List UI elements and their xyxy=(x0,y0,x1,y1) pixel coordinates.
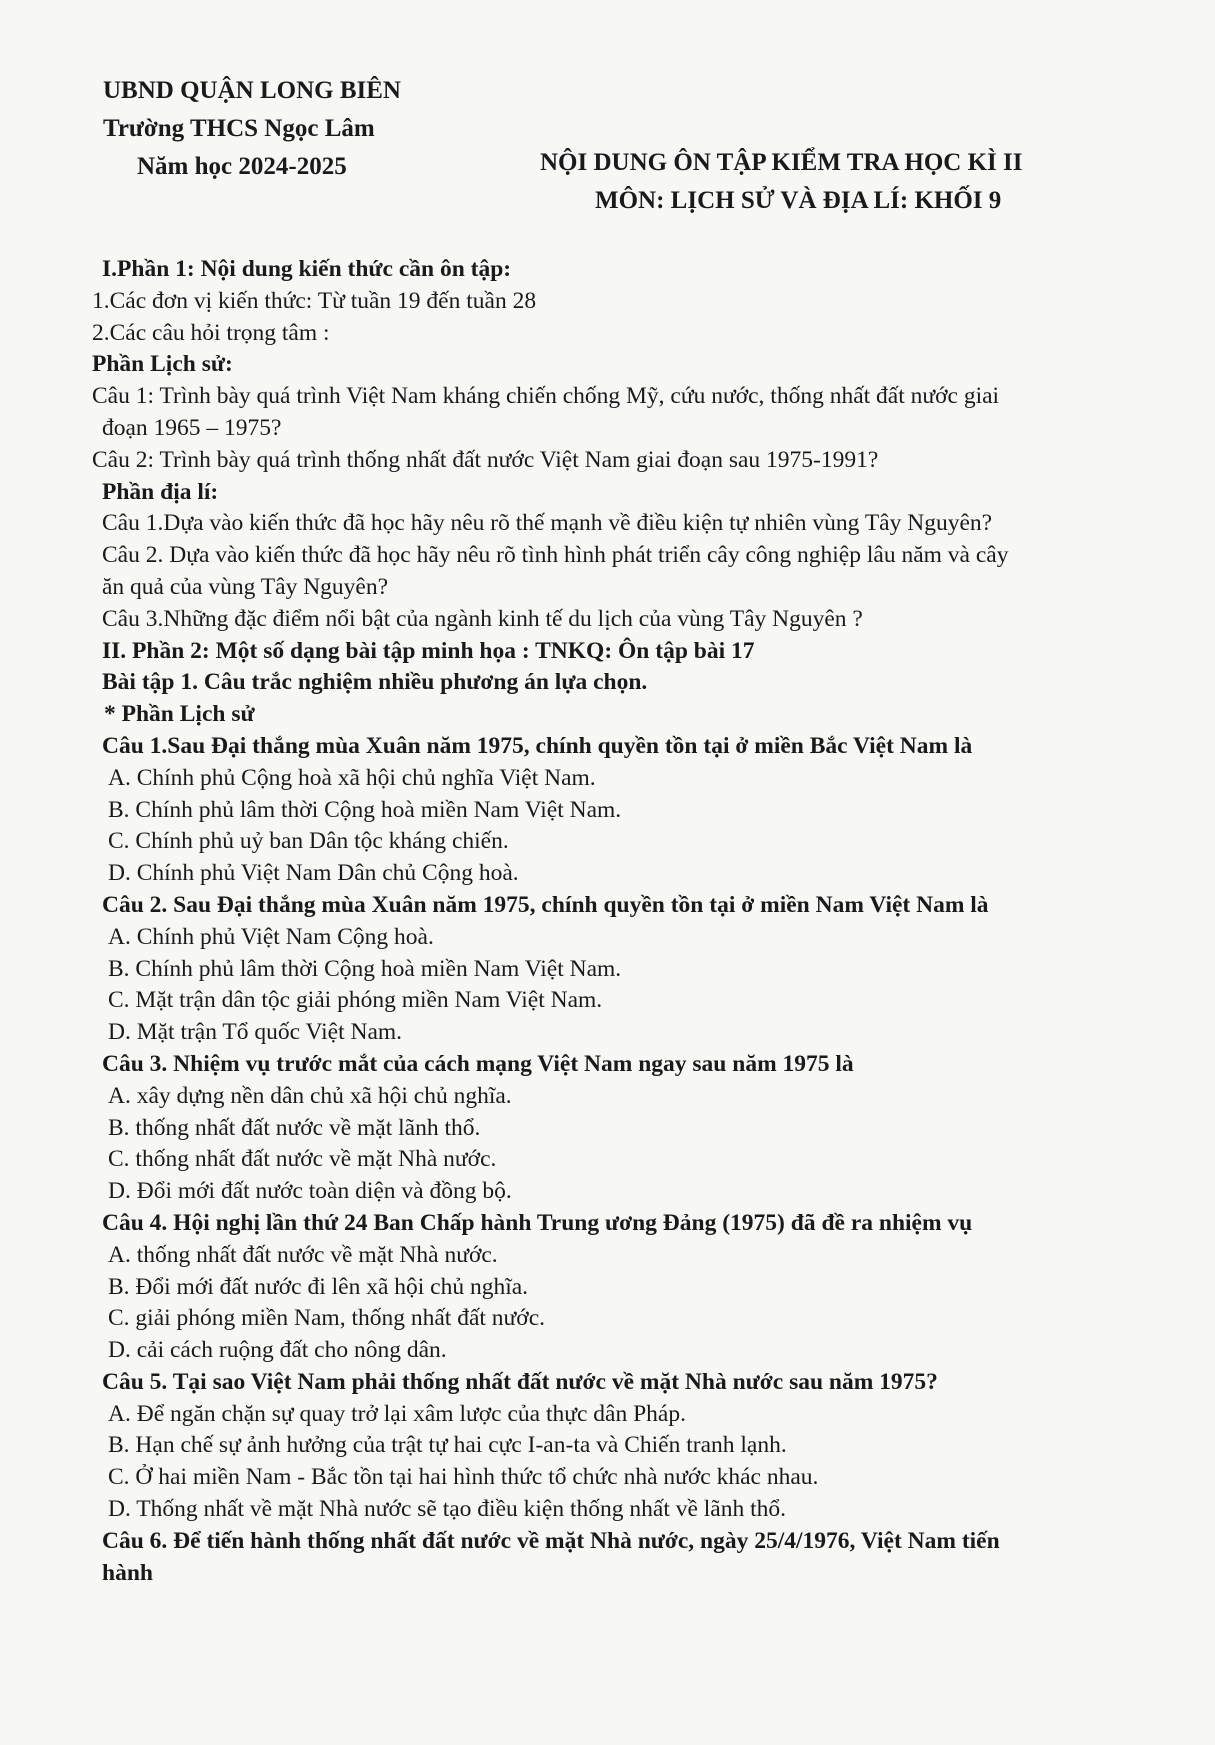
answer-option: D. Chính phủ Việt Nam Dân chủ Cộng hoà. xyxy=(108,860,519,887)
document-header xyxy=(540,144,1100,220)
question-text: Câu 3. Nhiệm vụ trước mắt của cách mạng Việt Nam ngay sau năm 1975 là xyxy=(102,1050,854,1077)
document-body xyxy=(92,254,1172,1589)
question-text-cont: hành xyxy=(102,1559,153,1586)
answer-option: C. thống nhất đất nước về mặt Nhà nước. xyxy=(108,1146,497,1173)
document-title: NỘI DUNG ÔN TẬP KIỂM TRA HỌC KÌ II xyxy=(540,149,1023,176)
answer-option: B. Đổi mới đất nước đi lên xã hội chủ nghĩa. xyxy=(108,1273,529,1300)
answer-option: A. Chính phủ Việt Nam Cộng hoà. xyxy=(108,923,434,950)
answer-option: C. giải phóng miền Nam, thống nhất đất nước. xyxy=(108,1305,545,1332)
answer-option: B. thống nhất đất nước về mặt lãnh thổ. xyxy=(108,1114,481,1141)
answer-option: C. Ở hai miền Nam - Bắc tồn tại hai hình thức tổ chức nhà nước khác nhau. xyxy=(108,1464,819,1491)
answer-option: B. Hạn chế sự ảnh hưởng của trật tự hai cực I-an-ta và Chiến tranh lạnh. xyxy=(108,1432,787,1459)
answer-option: A. Chính phủ Cộng hoà xã hội chủ nghĩa Việt Nam. xyxy=(108,764,596,791)
knowledge-units: 1.Các đơn vị kiến thức: Từ tuần 19 đến tuần 28 xyxy=(92,287,537,314)
history-question-1-cont: đoạn 1965 – 1975? xyxy=(102,414,282,441)
geography-question-3: Câu 3.Những đặc điểm nổi bật của ngành kinh tế du lịch của vùng Tây Nguyên ? xyxy=(102,605,863,632)
answer-option: D. cải cách ruộng đất cho nông dân. xyxy=(108,1337,447,1364)
part2-heading: II. Phần 2: Một số dạng bài tập minh họa : TNKQ: Ôn tập bài 17 xyxy=(102,637,755,664)
school-header xyxy=(103,72,401,186)
answer-option: A. thống nhất đất nước về mặt Nhà nước. xyxy=(108,1241,498,1268)
subject-title: MÔN: LỊCH SỬ VÀ ĐỊA LÍ: KHỐI 9 xyxy=(595,187,1002,214)
school-year: Năm học 2024-2025 xyxy=(137,153,347,180)
history-mcq-heading: * Phần Lịch sử xyxy=(104,701,255,728)
history-question-2: Câu 2: Trình bày quá trình thống nhất đất nước Việt Nam giai đoạn sau 1975-1991? xyxy=(92,446,879,473)
geography-question-1: Câu 1.Dựa vào kiến thức đã học hãy nêu rõ thế mạnh về điều kiện tự nhiên vùng Tây Nguyên? xyxy=(102,510,993,537)
exercise-1-heading: Bài tập 1. Câu trắc nghiệm nhiều phương án lựa chọn. xyxy=(102,669,648,696)
history-question-1: Câu 1: Trình bày quá trình Việt Nam kháng chiến chống Mỹ, cứu nước, thống nhất đất nước giai xyxy=(92,383,1000,410)
question-text: Câu 5. Tại sao Việt Nam phải thống nhất đất nước về mặt Nhà nước sau năm 1975? xyxy=(102,1368,938,1395)
answer-option: D. Đổi mới đất nước toàn diện và đồng bộ. xyxy=(108,1178,512,1205)
question-text: Câu 4. Hội nghị lần thứ 24 Ban Chấp hành Trung ương Đảng (1975) đã đề ra nhiệm vụ xyxy=(102,1209,973,1236)
school-name: Trường THCS Ngọc Lâm xyxy=(103,115,375,142)
geography-question-2-cont: ăn quả của vùng Tây Nguyên? xyxy=(102,573,389,600)
answer-option: D. Thống nhất về mặt Nhà nước sẽ tạo điều kiện thống nhất về lãnh thổ. xyxy=(108,1496,787,1523)
answer-option: A. Để ngăn chặn sự quay trở lại xâm lược của thực dân Pháp. xyxy=(108,1400,686,1427)
history-section-heading: Phần Lịch sử: xyxy=(92,351,233,378)
district-name: UBND QUẬN LONG BIÊN xyxy=(103,77,401,104)
question-text: Câu 1.Sau Đại thắng mùa Xuân năm 1975, chính quyền tồn tại ở miền Bắc Việt Nam là xyxy=(102,732,973,759)
question-text: Câu 2. Sau Đại thắng mùa Xuân năm 1975, chính quyền tồn tại ở miền Nam Việt Nam là xyxy=(102,891,989,918)
answer-option: A. xây dựng nền dân chủ xã hội chủ nghĩa. xyxy=(108,1082,512,1109)
answer-option: C. Chính phủ uỷ ban Dân tộc kháng chiến. xyxy=(108,828,509,855)
part1-heading: I.Phần 1: Nội dung kiến thức cần ôn tập: xyxy=(102,256,512,282)
question-text: Câu 6. Để tiến hành thống nhất đất nước về mặt Nhà nước, ngày 25/4/1976, Việt Nam tiến xyxy=(102,1527,1000,1554)
geography-section-heading: Phần địa lí: xyxy=(102,478,219,505)
key-questions-label: 2.Các câu hỏi trọng tâm : xyxy=(92,319,330,346)
answer-option: B. Chính phủ lâm thời Cộng hoà miền Nam Việt Nam. xyxy=(108,955,622,982)
answer-option: B. Chính phủ lâm thời Cộng hoà miền Nam Việt Nam. xyxy=(108,796,622,823)
geography-question-2: Câu 2. Dựa vào kiến thức đã học hãy nêu rõ tình hình phát triển cây công nghiệp lâu năm và cây xyxy=(102,542,1009,569)
answer-option: D. Mặt trận Tổ quốc Việt Nam. xyxy=(108,1019,403,1046)
answer-option: C. Mặt trận dân tộc giải phóng miền Nam Việt Nam. xyxy=(108,987,603,1014)
